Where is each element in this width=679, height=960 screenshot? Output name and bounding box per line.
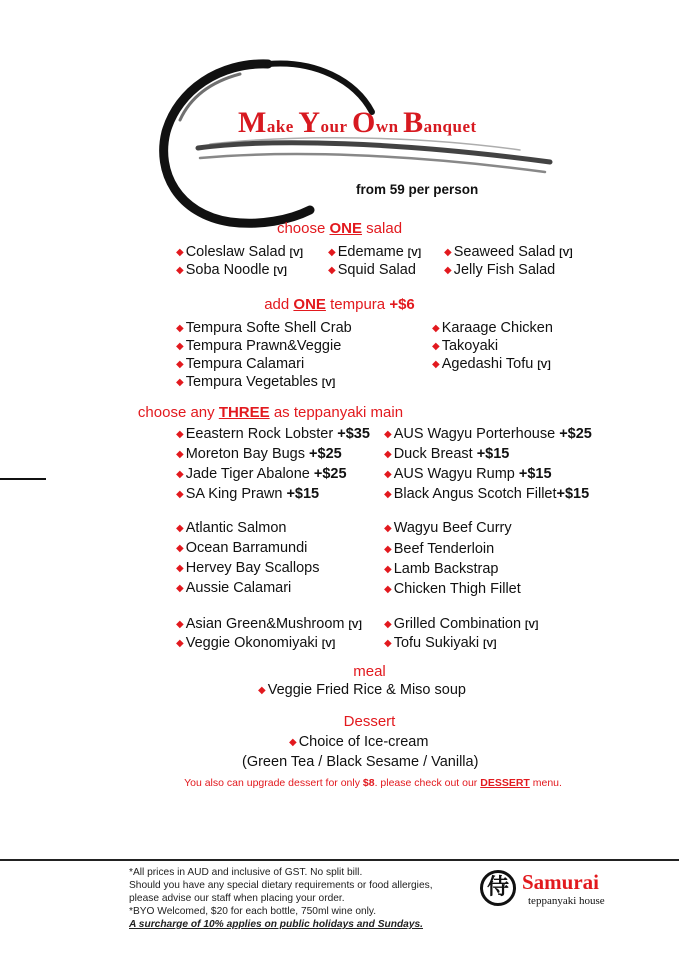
list-item: ◆ Tempura Calamari: [176, 356, 305, 372]
tempura-heading: add ONE tempura +$6: [264, 296, 415, 313]
list-item: ◆ Duck Breast +$15: [384, 446, 510, 462]
left-edge-rule: [0, 478, 46, 480]
list-item: ◆ Agedashi Tofu [V]: [432, 356, 551, 372]
footer-divider: [0, 859, 679, 861]
footer-line: *All prices in AUD and inclusive of GST. No split bill.: [129, 867, 363, 878]
list-item: ◆ Karaage Chicken: [432, 320, 553, 336]
meal-heading: meal: [353, 663, 386, 680]
list-item: ◆ Veggie Okonomiyaki [V]: [176, 635, 336, 651]
list-item: ◆ Choice of Ice-cream: [289, 734, 429, 750]
list-item: ◆ Asian Green&Mushroom [V]: [176, 616, 362, 632]
dessert-heading: Dessert: [343, 713, 396, 730]
list-item: ◆ Wagyu Beef Curry: [384, 520, 512, 536]
list-item: ◆ Chicken Thigh Fillet: [384, 581, 521, 597]
logo-tagline: teppanyaki house: [528, 895, 605, 907]
salad-heading: choose ONE salad: [276, 220, 403, 237]
list-item: ◆ Atlantic Salmon: [176, 520, 287, 536]
list-item: ◆ Takoyaki: [432, 338, 499, 354]
list-item: ◆ Edemame [V]: [328, 244, 422, 260]
list-item: ◆ Lamb Backstrap: [384, 561, 499, 577]
list-item: ◆ Hervey Bay Scallops: [176, 560, 320, 576]
list-item: ◆ SA King Prawn +$15: [176, 486, 320, 502]
footer-line: Should you have any special dietary requirements or food allergies,: [129, 880, 433, 891]
list-item: ◆ Jelly Fish Salad: [444, 262, 556, 278]
list-item: ◆ Tempura Vegetables [V]: [176, 374, 336, 390]
list-item: ◆ Eeastern Rock Lobster +$35: [176, 426, 370, 442]
list-item: ◆ Jade Tiger Abalone +$25: [176, 466, 347, 482]
list-item: ◆ Coleslaw Salad [V]: [176, 244, 303, 260]
list-item: ◆ AUS Wagyu Porterhouse +$25: [384, 426, 592, 442]
list-item: ◆ Grilled Combination [V]: [384, 616, 539, 632]
list-item: ◆ AUS Wagyu Rump +$15: [384, 466, 552, 482]
main-heading: choose any THREE as teppanyaki main: [137, 404, 404, 421]
footer-line: please advise our staff when placing your order.: [129, 893, 345, 904]
dessert-flavours: (Green Tea / Black Sesame / Vanilla): [242, 754, 479, 770]
dessert-upgrade-note: You also can upgrade dessert for only $8. please check out our DESSERT menu.: [184, 777, 562, 789]
list-item: ◆ Moreton Bay Bugs +$25: [176, 446, 342, 462]
list-item: ◆ Soba Noodle [V]: [176, 262, 287, 278]
logo-brand: Samurai: [522, 870, 600, 894]
list-item: ◆ Tempura Softe Shell Crab: [176, 320, 352, 336]
list-item: ◆ Squid Salad: [328, 262, 416, 278]
list-item: ◆ Ocean Barramundi: [176, 540, 308, 556]
list-item: ◆ Aussie Calamari: [176, 580, 292, 596]
surcharge-note: A surcharge of 10% applies on public holidays and Sundays.: [129, 919, 423, 930]
list-item: ◆ Seaweed Salad [V]: [444, 244, 573, 260]
menu-title: Make Your Own Banquet: [238, 106, 477, 139]
footer-notes: [129, 866, 433, 931]
ink-brush-circle: [150, 50, 570, 230]
list-item: ◆ Black Angus Scotch Fillet+$15: [384, 486, 590, 502]
list-item: ◆ Beef Tenderloin: [384, 541, 495, 557]
list-item: ◆ Veggie Fried Rice & Miso soup: [258, 682, 466, 698]
kanji-seal-icon: 侍: [480, 870, 516, 906]
footer-line: *BYO Welcomed, $20 for each bottle, 750ml wine only.: [129, 906, 377, 917]
list-item: ◆ Tempura Prawn&Veggie: [176, 338, 342, 354]
list-item: ◆ Tofu Sukiyaki [V]: [384, 635, 497, 651]
samurai-logo: [480, 868, 630, 914]
price-subtitle: from 59 per person: [356, 182, 479, 197]
